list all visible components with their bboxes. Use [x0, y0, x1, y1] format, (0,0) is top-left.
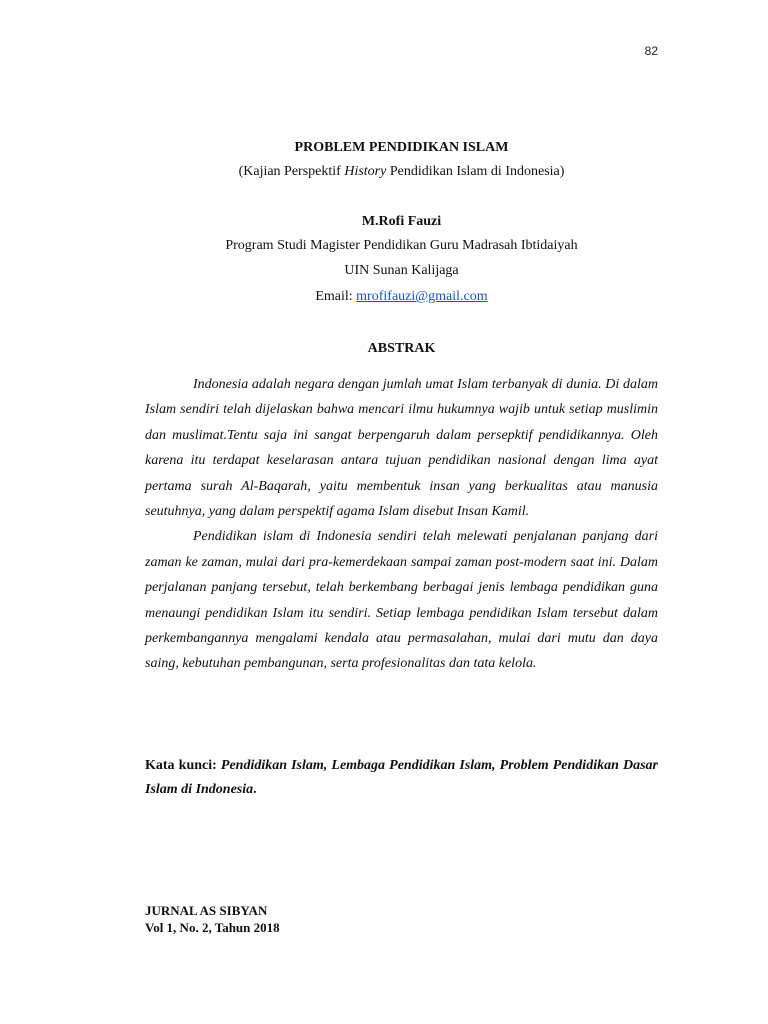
author-name: M.Rofi Fauzi	[361, 214, 442, 229]
abstract-paragraph-1: Indonesia adalah negara dengan jumlah umat Islam terbanyak di dunia. Di dalam Islam sendiri telah dijelaskan bahwa mencari ilmu hukumnya wajib untuk setiap muslimin dan muslimat.Tentu saja ini sangat berpengaruh dalam persepktif pendidikannya. Oleh karena itu terdapat keselarasan antara tujuan pendidikan nasional dengan lima ayat pertama surah Al-Baqarah, yaitu membentuk insan yang berkualitas atau manusia seutuhnya, yang dalam perspektif agama Islam disebut Insan Kamil.	[145, 377, 658, 520]
abstract-paragraph-2: Pendidikan islam di Indonesia sendiri telah melewati penjalanan panjang dari zaman ke zaman, mulai dari pra-kemerdekaan sampai zaman post-modern saat ini. Dalam perjalanan panjang tersebut, telah berkembang berbagai jenis lembaga pendidikan guna menaungi pendidikan Islam itu sendiri. Setiap lembaga pendidikan Islam tersebut dalam perkembangannya mengalami kendala atau permasalahan, mulai dari mutu dan daya saing, kebutuhan pembangunan, serta profesionalitas dan tata kelola.	[145, 529, 658, 672]
keywords-label: Kata kunci:	[145, 758, 221, 773]
keywords	[145, 754, 658, 802]
page-number: 82	[644, 44, 658, 58]
journal-name: JURNAL AS SIBYAN	[145, 903, 268, 918]
paper-subtitle	[145, 164, 658, 180]
subtitle-italic: History	[344, 164, 387, 179]
email-label: Email:	[315, 289, 357, 304]
subtitle-start: (Kajian Perspektif	[238, 164, 345, 179]
journal-footer	[145, 902, 280, 936]
paper-title: PROBLEM PENDIDIKAN ISLAM	[294, 140, 509, 155]
keywords-end: .	[253, 782, 257, 797]
keywords-values: Pendidikan Islam, Lembaga Pendidikan Islam, Problem Pendidikan Dasar Islam di Indonesia	[145, 758, 658, 797]
email-link[interactable]: mrofifauzi@gmail.com	[356, 289, 488, 304]
subtitle-end: Pendidikan Islam di Indonesia)	[386, 164, 565, 179]
abstract-heading: ABSTRAK	[367, 341, 436, 356]
journal-volume: Vol 1, No. 2, Tahun 2018	[145, 920, 280, 935]
author-email	[145, 289, 658, 305]
author-university: UIN Sunan Kalijaga	[344, 263, 459, 278]
author-program: Program Studi Magister Pendidikan Guru Madrasah Ibtidaiyah	[225, 238, 578, 253]
abstract-body	[145, 372, 658, 677]
